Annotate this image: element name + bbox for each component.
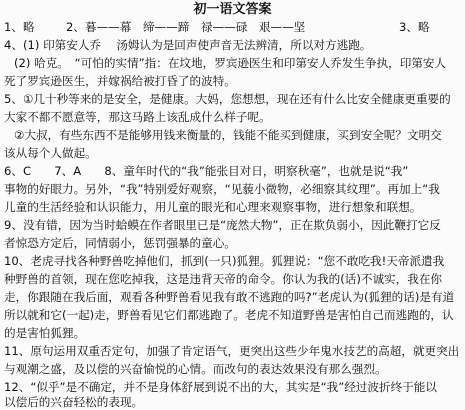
text-line: 12、“似乎”是不确定，并不是身体舒展到说不出的大，其实是“我”经过波折终于能以 [4,380,437,394]
text-line: 走，你跟随在我后面，观看各种野兽看见我有敢不逃跑的吗?”老虎认为(狐狸的话)是有道 [4,290,455,304]
text-line: 11、原句运用双重否定句，加强了肯定语气，更突出这些少年鬼水技艺的高超，就更突出 [4,344,460,358]
text-line: 10、老虎寻找各种野兽吃掉他们，抓到(一只)狐狸。狐狸说：“您不敢吃我!天帝派遣我 [4,254,445,268]
text-line: 所以就和它(一起)走，野兽看见它们都逃跑了。老虎不知道野兽是害怕自己而逃跑的，认 [4,308,454,322]
text-line: 种野兽的首领，现在您吃掉我，这是违背天帝的命令。你认为我的(话)不诚实，我在你 [4,272,443,286]
text-line: 的是害怕狐狸。 [4,326,86,340]
text-line: 6、C 7、A 8、童年时代的“我”能张目对日，明察秋毫”，也就是说“我” [4,164,409,178]
text-line: 与观潮之盛，及以偿的兴奋愉悦的心情。而改句的表达效果没有那么强烈。 [4,362,387,376]
text-line: 该从每个人做起。 [4,146,97,160]
text-line: 事物的好眼力。另外，“我”特别爱好观察，“见藐小微物，必细察其纹理”。再加上“我 [4,182,440,196]
text-line: 死了罗宾逊医生，并嫁祸给被打昏了的波特。 [4,74,236,88]
text-line: (2) 哈克。 “可怕的实情”指：在坟地，罗宾逊医生和印第安人乔发生争执，印第安人 [14,56,447,70]
text-line: 9、没有错，因为当时蛤蟆在作者眼里已是“庞然大物”，正在欺负弱小，因此鞭打它反 [4,218,441,232]
answer-2: 2、暮——幕 缔——蹄 禄——碌 艰——坚 [66,20,306,34]
text-line: 5、①几十秒等来的是安全，是健康。大妈，您想想，现在还有什么比安全健康更重要的 [4,92,451,106]
text-line: 大家不都不愿意等，那这马路上该乱成什么样子呢。 [4,110,271,124]
text-line: 4、(1) 印第安人乔 汤姆认为是回声使声音无法辨清，所以对方逃跑。 [4,38,372,52]
page-title: 初一语文答案 [193,2,272,17]
answer-1: 1、略 [4,20,35,34]
text-line: 以偿后的兴奋轻松的表现。 [4,395,144,409]
text-line: ②大叔，有些东西不是能够用钱来衡量的，钱能不能买到健康，买到安全呢？文明交 [14,128,442,142]
answer-3: 3、略 [399,20,430,34]
text-line: 者惊恐方定后，同情弱小，惩罚强暴的童心。 [4,236,236,250]
text-line: 儿童的生活经验和认识能力，用儿童的眼光和心理来观察事物，进行想象和联想。 [4,200,422,214]
answer-line-1-3 [4,20,463,35]
